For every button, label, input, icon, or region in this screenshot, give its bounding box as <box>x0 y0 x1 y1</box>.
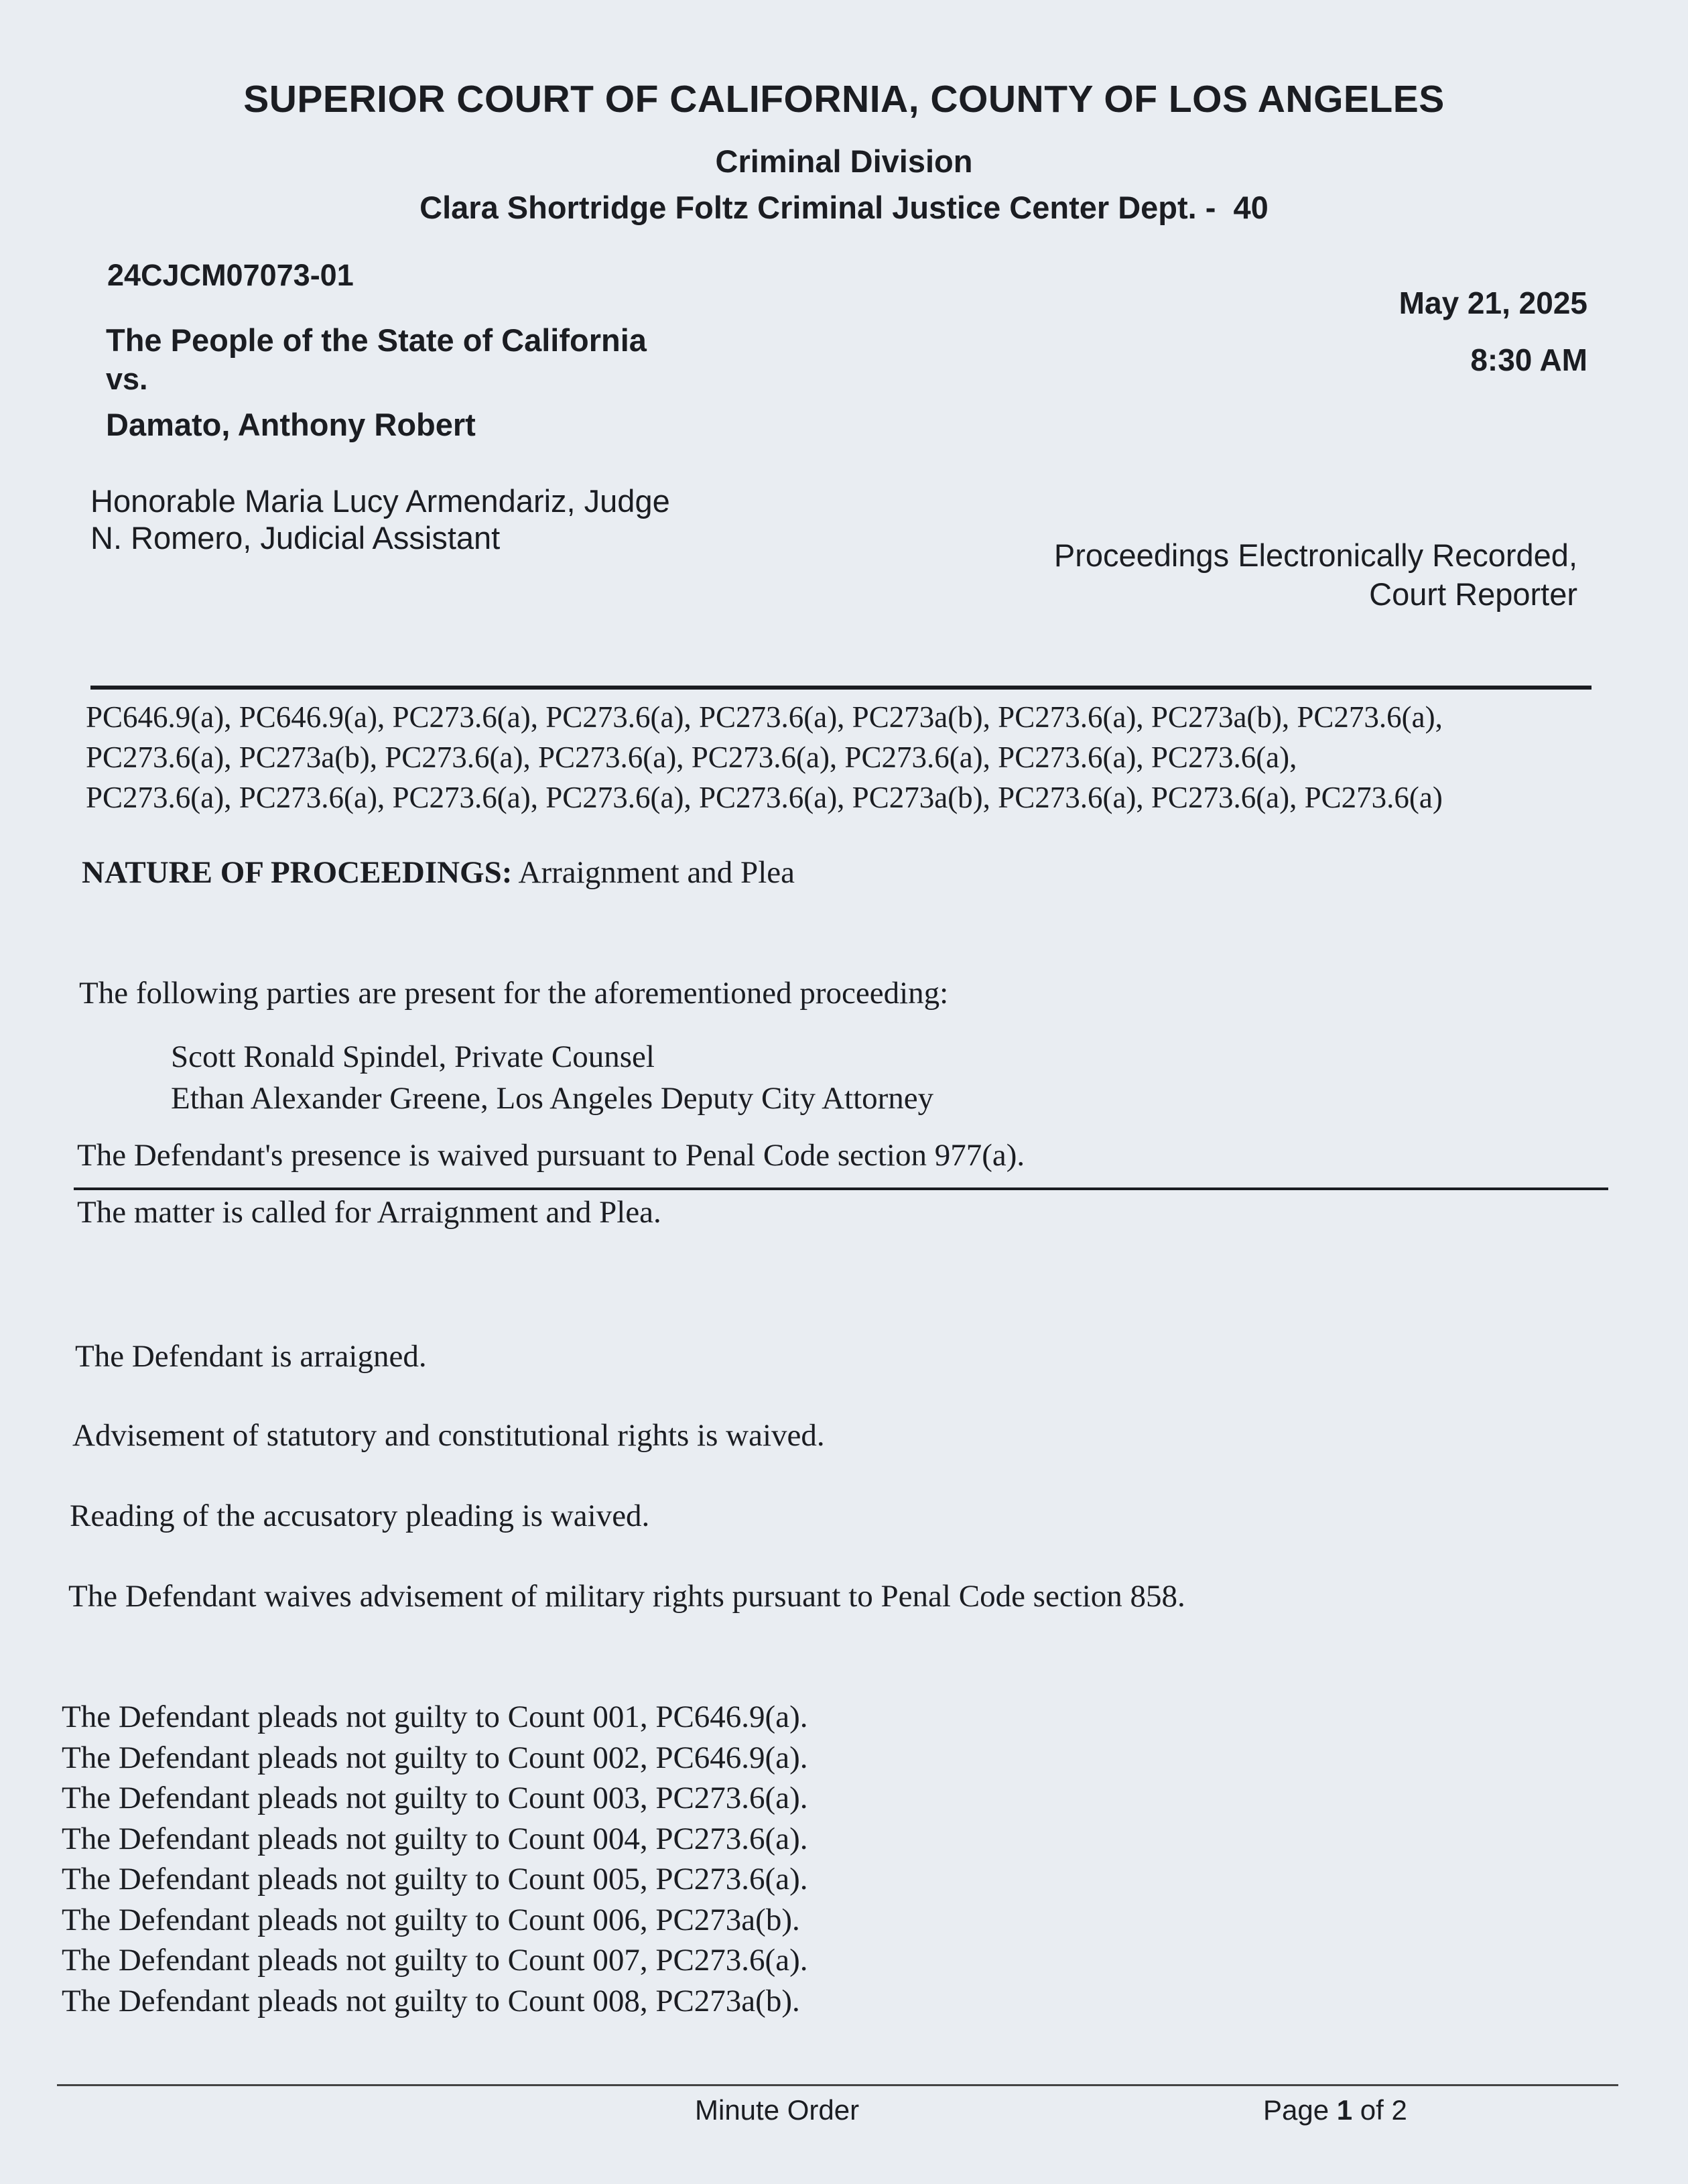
plea-line: The Defendant pleads not guilty to Count 002, PC646.9(a). <box>62 1740 808 1775</box>
plea-line: The Defendant pleads not guilty to Count 007, PC273.6(a). <box>62 1943 808 1978</box>
party-city-attorney: Ethan Alexander Greene, Los Angeles Deputy City Attorney <box>171 1081 934 1116</box>
footer-document-title: Minute Order <box>695 2094 860 2126</box>
parties-intro: The following parties are present for the aforementioned proceeding: <box>79 976 949 1011</box>
charges-list <box>86 697 1627 818</box>
plea-line: The Defendant pleads not guilty to Count 001, PC646.9(a). <box>62 1699 808 1734</box>
defendant-name: Damato, Anthony Robert <box>106 407 476 442</box>
pleas-list <box>62 1697 807 2021</box>
body-divider <box>74 1187 1608 1190</box>
page-prefix: Page <box>1263 2094 1337 2126</box>
judicial-assistant: N. Romero, Judicial Assistant <box>90 520 501 556</box>
header-divider <box>90 686 1592 690</box>
page-current: 1 <box>1336 2094 1353 2126</box>
versus: vs. <box>106 362 148 396</box>
plaintiff: The People of the State of California <box>106 322 647 358</box>
plea-line: The Defendant pleads not guilty to Count 003, PC273.6(a). <box>62 1781 808 1815</box>
plea-line: The Defendant pleads not guilty to Count 005, PC273.6(a). <box>62 1862 808 1897</box>
advisement-waived: Advisement of statutory and constitutional rights is waived. <box>72 1418 825 1453</box>
page-of: of <box>1352 2094 1392 2126</box>
recording-note-line2: Court Reporter <box>1369 576 1577 612</box>
charges-line: PC273.6(a), PC273.6(a), PC273.6(a), PC273.6(a), PC273.6(a), PC273a(b), PC273.6(a), PC273.6(a), PC273.6(a) <box>86 781 1443 814</box>
party-defense-counsel: Scott Ronald Spindel, Private Counsel <box>171 1039 655 1074</box>
recording-note <box>1054 536 1577 614</box>
charges-line: PC646.9(a), PC646.9(a), PC273.6(a), PC273.6(a), PC273.6(a), PC273a(b), PC273.6(a), PC273a(b), PC273.6(a), <box>86 700 1443 734</box>
defendant-arraigned: The Defendant is arraigned. <box>75 1339 427 1374</box>
footer-divider <box>57 2084 1618 2086</box>
case-number: 24CJCM07073-01 <box>107 258 354 292</box>
court-name: SUPERIOR COURT OF CALIFORNIA, COUNTY OF LOS ANGELES <box>243 78 1445 121</box>
courthouse-dept: Clara Shortridge Foltz Criminal Justice Center Dept. - 40 <box>419 190 1269 225</box>
hearing-time: 8:30 AM <box>1470 342 1587 377</box>
page-indicator <box>1263 2094 1407 2126</box>
plea-line: The Defendant pleads not guilty to Count 008, PC273a(b). <box>62 1983 800 2018</box>
recording-note-line1: Proceedings Electronically Recorded, <box>1053 537 1577 573</box>
nature-value: Arraignment and Plea <box>518 855 795 890</box>
nature-label: NATURE OF PROCEEDINGS: <box>82 855 513 890</box>
hearing-date: May 21, 2025 <box>1399 285 1587 320</box>
presence-waived: The Defendant's presence is waived pursuant to Penal Code section 977(a). <box>77 1138 1025 1173</box>
page-total: 2 <box>1391 2094 1407 2126</box>
judge-name: Honorable Maria Lucy Armendariz, Judge <box>90 483 670 519</box>
charges-line: PC273.6(a), PC273a(b), PC273.6(a), PC273.6(a), PC273.6(a), PC273.6(a), PC273.6(a), PC273.6(a), <box>86 741 1297 774</box>
plea-line: The Defendant pleads not guilty to Count 004, PC273.6(a). <box>62 1821 808 1856</box>
military-rights-waived: The Defendant waives advisement of military rights pursuant to Penal Code section 858. <box>68 1579 1185 1614</box>
matter-called: The matter is called for Arraignment and Plea. <box>77 1195 661 1230</box>
nature-of-proceedings <box>82 854 795 891</box>
division-name: Criminal Division <box>715 143 973 179</box>
plea-line: The Defendant pleads not guilty to Count 006, PC273a(b). <box>62 1902 800 1937</box>
reading-waived: Reading of the accusatory pleading is waived. <box>70 1498 650 1533</box>
